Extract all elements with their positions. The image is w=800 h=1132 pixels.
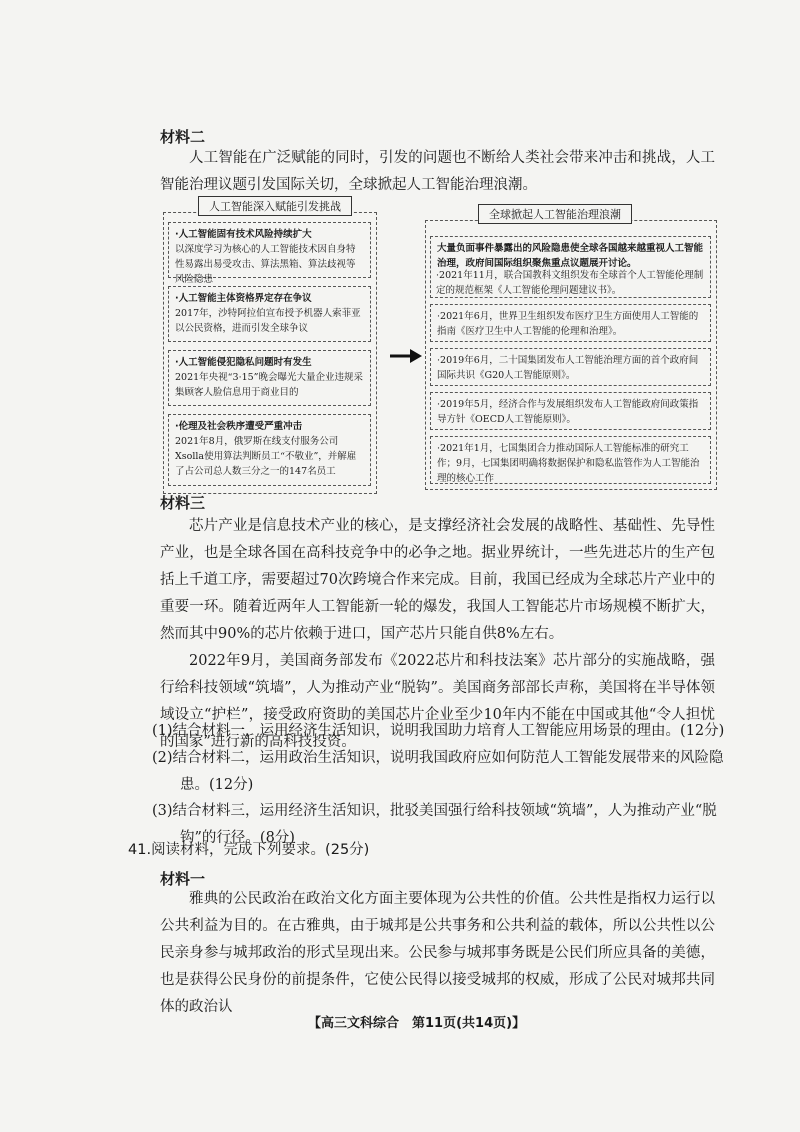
challenge-item <box>168 414 371 486</box>
q41-material1-heading: 材料一 <box>160 870 206 888</box>
governance-item <box>430 348 711 386</box>
challenge-item-title: ·人工智能主体资格界定存在争议 <box>175 293 312 304</box>
challenge-item <box>168 286 371 342</box>
governance-item <box>430 436 711 484</box>
challenge-item-body: 以深度学习为核心的人工智能技术因自身特性易露出易受攻击、算法黑箱、算法歧视等风险隐患 <box>175 244 356 285</box>
question-number: (1) <box>152 723 173 739</box>
material2-intro-text: 人工智能在广泛赋能的同时，引发的问题也不断给人类社会带来冲击和挑战，人工智能治理议题引发国际关切，全球掀起人工智能治理浪潮。 <box>160 150 715 193</box>
question-41-label: 41. <box>128 842 152 858</box>
challenge-item-body: 2021年8月，俄罗斯在线支付服务公司Xsolla使用算法判断员工“不敬业”，并解雇了占公司总人数三分之一的147名员工 <box>175 436 357 477</box>
material3-paragraph: 2022年9月，美国商务部发布《2022芯片和科技法案》芯片部分的实施战略，强行给科技领域“筑墙”，人为推动产业“脱钩”。美国商务部部长声称，美国将在半导体领域设立“护栏”，接受政府资助的美国芯片企业至少10年内不能在中国或其他“令人担忧的国家”进行新的高科技投资。 <box>160 653 715 750</box>
governance-item-text: ·2019年5月，经济合作与发展组织发布人工智能政府间政策指导方针《OECD人工智能原则》。 <box>437 399 699 425</box>
governance-item <box>430 392 711 430</box>
material3-paragraph: 芯片产业是信息技术产业的核心，是支撑经济社会发展的战略性、基础性、先导性产业，也是全球各国在高科技竞争中的必争之地。据业界统计，一些先进芯片的生产包括上千道工序，需要超过70次跨境合作来完成。目前，我国已经成为全球芯片产业中的重要一环。随着近两年人工智能新一轮的爆发，我国人工智能芯片市场规模不断扩大，然而其中90%的芯片依赖于进口，国产芯片只能自供8%左右。 <box>160 518 715 642</box>
governance-title: 全球掀起人工智能治理浪潮 <box>478 204 632 224</box>
challenge-item-title: ·人工智能固有技术风险持续扩大 <box>175 229 312 240</box>
governance-item-text: ·2021年6月，世界卫生组织发布医疗卫生方面使用人工智能的指南《医疗卫生中人工智能的伦理和治理》。 <box>437 311 699 337</box>
material2-heading: 材料二 <box>160 128 206 146</box>
page-footer: 【高三文科综合 第11页(共14页)】 <box>308 1016 526 1031</box>
challenge-item-title: ·伦理及社会秩序遭受严重冲击 <box>175 421 303 432</box>
governance-item-text: 大量负面事件暴露出的风险隐患使全球各国越来越重视人工智能治理，政府间国际组织聚焦重点议题展开讨论。 <box>437 243 704 269</box>
question-2 <box>152 745 745 799</box>
challenge-item-title: ·人工智能侵犯隐私问题时有发生 <box>175 357 312 368</box>
question-text: 结合材料一，运用经济生活知识，说明我国助力培育人工智能应用场景的理由。(12分) <box>172 723 725 739</box>
right-arrow-icon <box>388 346 424 366</box>
question-1 <box>152 718 745 745</box>
challenge-item <box>168 350 371 406</box>
challenge-item-body: 2017年，沙特阿拉伯宣布授予机器人索菲亚以公民资格，进而引发全球争议 <box>175 308 361 334</box>
q41-material1-text <box>160 886 715 1021</box>
governance-item <box>430 304 711 342</box>
question-41 <box>128 837 728 864</box>
material3-heading: 材料三 <box>160 494 206 512</box>
question-text: 结合材料二，运用政治生活知识，说明我国政府应如何防范人工智能发展带来的风险隐患。(12分) <box>172 750 724 793</box>
question-text: 结合材料三，运用经济生活知识，批驳美国强行给科技领域“筑墙”，人为推动产业“脱钩”的行径。(8分) <box>172 803 717 846</box>
question-number: (2) <box>152 750 173 766</box>
question-41-text: 阅读材料，完成下列要求。(25分) <box>151 842 370 858</box>
challenge-item-body: 2021年央视“3·15”晚会曝光大量企业违规采集顾客人脸信息用于商业目的 <box>175 372 364 398</box>
challenges-title: 人工智能深入赋能引发挑战 <box>198 196 352 216</box>
governance-item-text: ·2019年6月，二十国集团发布人工智能治理方面的首个政府间国际共识《G20人工智能原则》。 <box>437 355 699 381</box>
question-number: (3) <box>152 803 173 819</box>
material2-intro <box>160 145 715 199</box>
governance-item <box>430 268 711 300</box>
q41-material1-paragraph: 雅典的公民政治在政治文化方面主要体现为公共性的价值。公共性是指权力运行以公共利益为目的。在古雅典，由于城邦是公共事务和公共利益的载体，所以公共性以公民亲身参与城邦政治的形式呈现出来。公民参与城邦事务既是公民们所应具备的美德，也是获得公民身份的前提条件，它使公民得以接受城邦的权威，形成了公民对城邦共同体的政治认 <box>160 891 715 1015</box>
challenge-item <box>168 222 371 285</box>
governance-item-text: ·2021年11月，联合国教科文组织发布全球首个人工智能伦理制定的规范框架《人工智能伦理问题建议书》。 <box>436 270 704 296</box>
governance-item-text: ·2021年1月，七国集团合力推动国际人工智能标准的研究工作；9月，七国集团明确将数据保护和隐私监管作为人工智能治理的核心工作 <box>437 443 700 484</box>
